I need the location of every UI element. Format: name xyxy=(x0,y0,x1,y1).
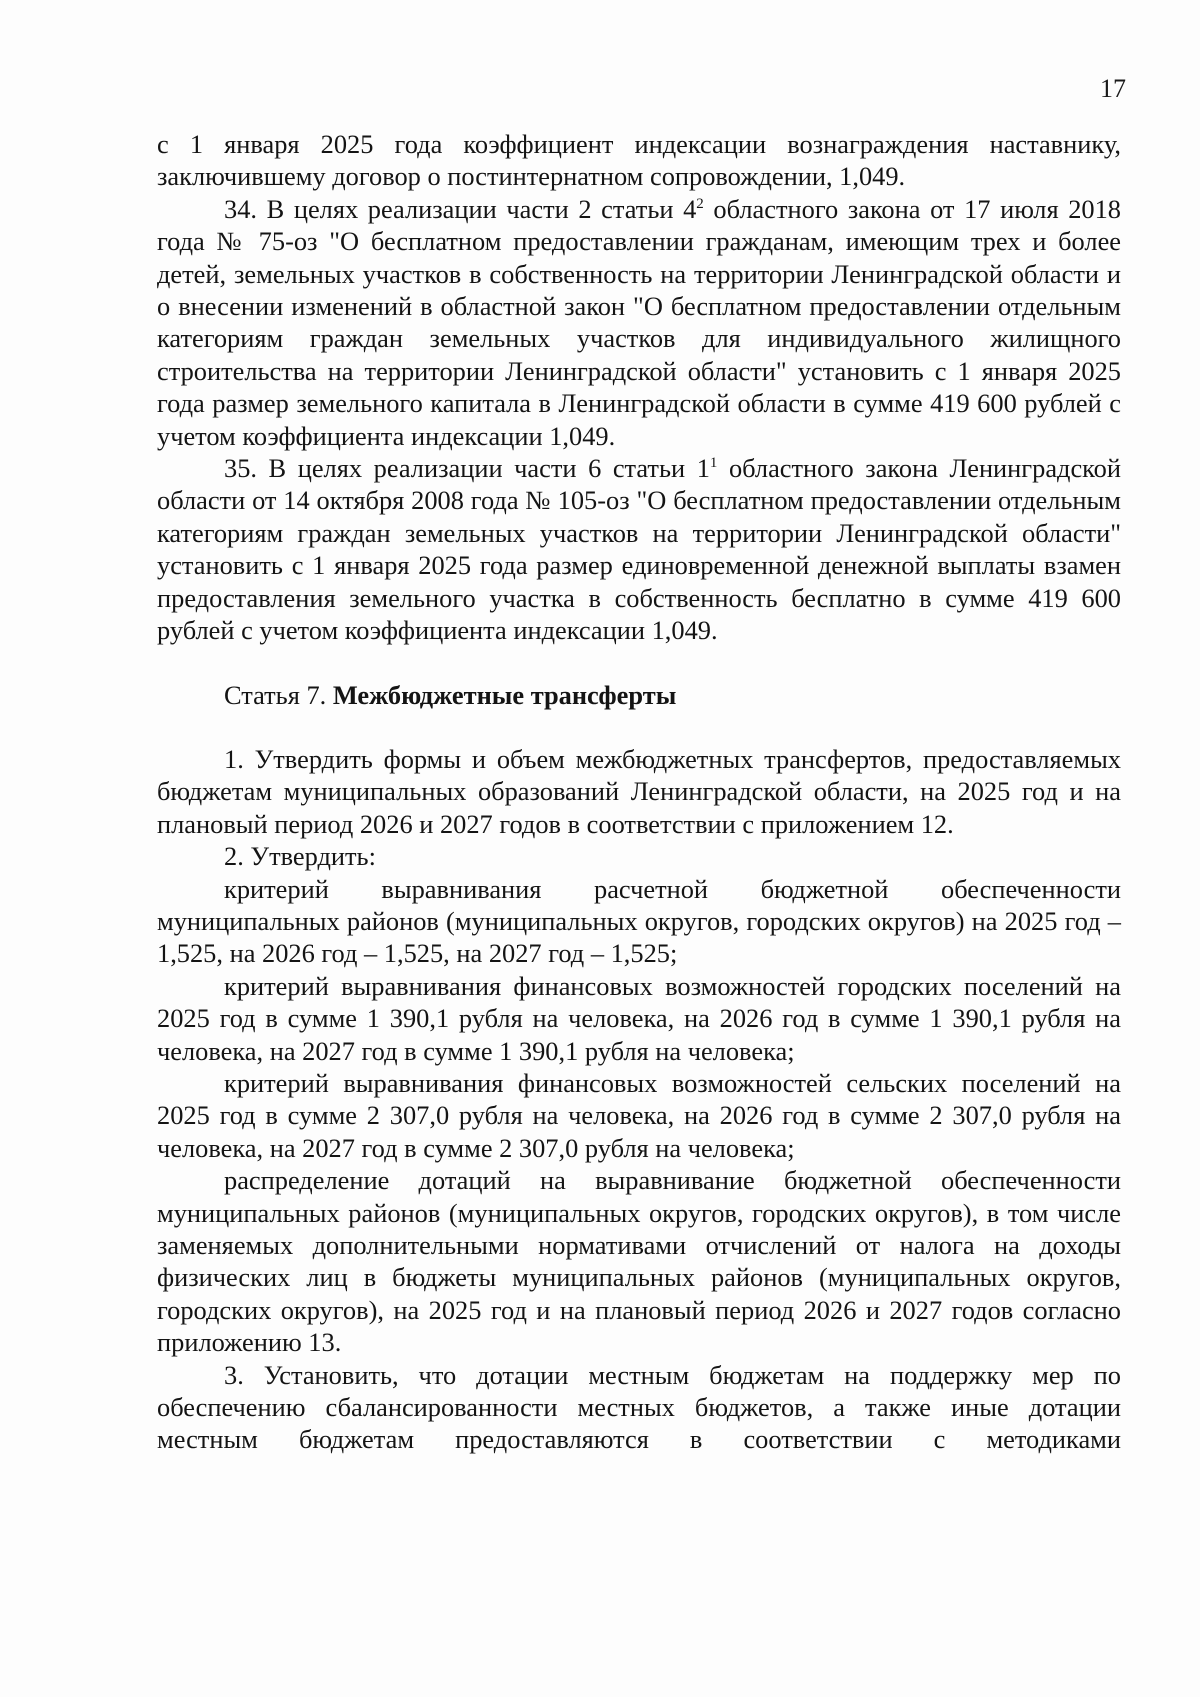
paragraph-35-start: 35. В целях реализации части 6 статьи 1 xyxy=(224,453,710,484)
paragraph-35 xyxy=(157,452,1121,646)
paragraph-33-continuation: с 1 января 2025 года коэффициент индексации вознаграждения наставнику, заключившему договор о постинтернатном сопровождении, 1,049. xyxy=(157,129,1121,192)
paragraph-34-start: 34. В целях реализации части 2 статьи 4 xyxy=(224,193,697,224)
article-7-criterion-districts: критерий выравнивания расчетной бюджетной обеспеченности муниципальных районов (муниципальных округов, городских округов) на 2025 год – 1,525, на 2026 год – 1,525, на 2027 год – 1,525; xyxy=(157,873,1121,969)
paragraph-34-rest: областного закона от 17 июля 2018 года № 75-оз "О бесплатном предоставлении гражданам, имеющим трех и более детей, земельных участков в собственность на территории Ленинградской области и о внесении изменений в областной закон "О бесплатном предоставлении отдельным категориям граждан земельных участков для индивидуального жилищного строительства на территории Ленинградской области" установить с 1 января 2025 года размер земельного капитала в Ленинградской области в сумме 419 600 рублей с учетом коэффициента индексации 1,049. xyxy=(157,193,1121,451)
article-7-title: Межбюджетные трансферты xyxy=(332,679,677,710)
paragraph-34 xyxy=(157,193,1121,452)
article-7-subsidy-distribution: распределение дотаций на выравнивание бюджетной обеспеченности муниципальных районов (муниципальных округов, городских округов), в том числе заменяемых дополнительными нормативами отчислений от налога на доходы физических лиц в бюджеты муниципальных районов (муниципальных округов, городских округов), на 2025 год и на плановый период 2026 и 2027 годов согласно приложению 13. xyxy=(157,1165,1121,1358)
article-7-item-1: 1. Утвердить формы и объем межбюджетных трансфертов, предоставляемых бюджетам муниципальных образований Ленинградской области, на 2025 год и на плановый период 2026 и 2027 годов в соответствии с приложением 12. xyxy=(157,743,1121,839)
article-7-label: Статья 7. xyxy=(224,679,333,710)
article-7-item-3: 3. Установить, что дотации местным бюджетам на поддержку мер по обеспечению сбалансированности местных бюджетов, а также иные дотации местным бюджетам предоставляются в соответствии с методиками xyxy=(157,1359,1121,1455)
document-body xyxy=(157,128,1121,1456)
article-7-criterion-urban-settlements: критерий выравнивания финансовых возможностей городских поселений на 2025 год в сумме 1 390,1 рубля на человека, на 2026 год в сумме 1 390,1 рубля на человека, на 2027 год в сумме 1 390,1 рубля на человека; xyxy=(157,970,1121,1066)
page-number: 17 xyxy=(1100,74,1126,103)
paragraph-35-superscript: 1 xyxy=(709,455,718,472)
paragraph-34-superscript: 2 xyxy=(696,196,704,213)
paragraph-35-rest: областного закона Ленинградской области от 14 октября 2008 года № 105-оз "О бесплатном предоставлении отдельным категориям граждан земельных участков на территории Ленинградской области" установить с 1 января 2025 года размер единовременной денежной выплаты взамен предоставления земельного участка в собственность бесплатно в сумме 419 600 рублей с учетом коэффициента индексации 1,049. xyxy=(157,453,1121,646)
article-7-item-2: 2. Утвердить: xyxy=(224,841,376,872)
article-7-heading xyxy=(157,679,1121,711)
article-7-criterion-rural-settlements: критерий выравнивания финансовых возможностей сельских поселений на 2025 год в сумме 2 307,0 рубля на человека, на 2026 год в сумме 2 307,0 рубля на человека, на 2027 год в сумме 2 307,0 рубля на человека; xyxy=(157,1067,1121,1163)
